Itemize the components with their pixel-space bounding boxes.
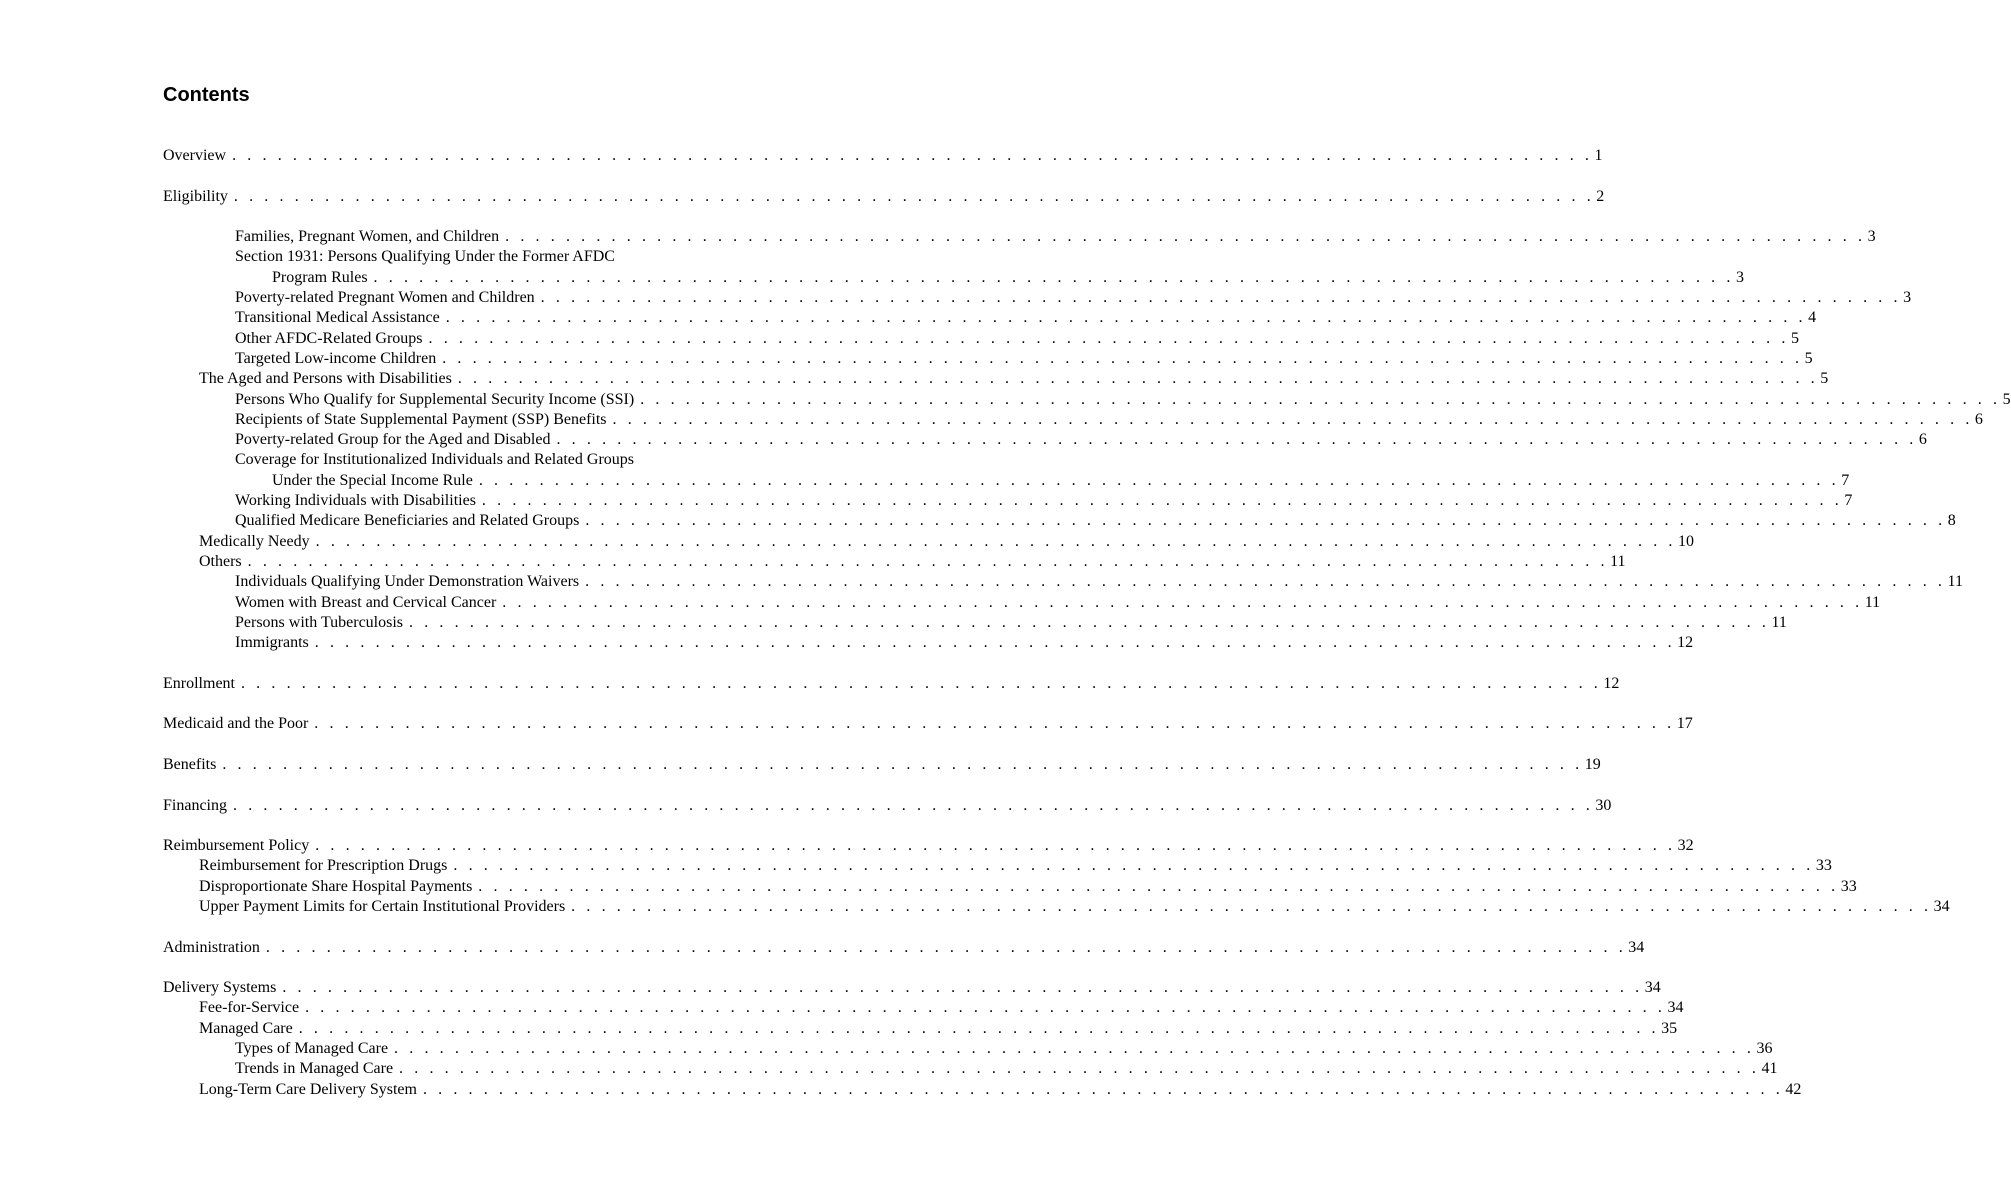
section-gap xyxy=(163,166,758,186)
toc-entry[interactable] xyxy=(163,329,1799,349)
toc-entry[interactable] xyxy=(163,227,1876,247)
toc-entry-label: Enrollment xyxy=(163,674,235,692)
section-gap xyxy=(163,816,758,836)
table-of-contents xyxy=(163,146,2011,1100)
toc-entry-label: The Aged and Persons with Disabilities xyxy=(199,370,452,388)
toc-leader-dots: . . . . . . . . . . . . . . . . . . . . . . . . . . . . . . . . . . . . . . . . . . . . . . . . . . . . . . . . . . . . . . . . . . . . . . . . . . . . . . . . . . . . . . . . . . xyxy=(305,999,1666,1017)
toc-entry[interactable] xyxy=(163,897,1950,917)
toc-page-number: 6 xyxy=(1918,431,1927,449)
toc-entry-label: Recipients of State Supplemental Payment (SSP) Benefits xyxy=(235,410,607,428)
toc-entry-label: Administration xyxy=(163,938,260,956)
toc-leader-dots: . . . . . . . . . . . . . . . . . . . . . . . . . . . . . . . . . . . . . . . . . . . . . . . . . . . . . . . . . . . . . . . . . . . . . . . . . . . . . . . . . . . . . . . . . . xyxy=(428,329,1789,347)
toc-page-number: 2 xyxy=(1596,187,1605,205)
toc-entry-label: Reimbursement Policy xyxy=(163,837,310,855)
toc-entry[interactable] xyxy=(163,1019,1678,1039)
toc-page-number: 33 xyxy=(1840,877,1857,895)
toc-entry-label: Eligibility xyxy=(163,187,228,205)
toc-entry[interactable] xyxy=(163,938,1645,958)
section-gap xyxy=(163,207,758,227)
toc-page-number: 42 xyxy=(1785,1080,1802,1098)
toc-leader-dots: . . . . . . . . . . . . . . . . . . . . . . . . . . . . . . . . . . . . . . . . . . . . . . . . . . . . . . . . . . . . . . . . . . . . . . . . . . . . . . . . . . . . . . . . . . xyxy=(442,349,1803,367)
toc-leader-dots: . . . . . . . . . . . . . . . . . . . . . . . . . . . . . . . . . . . . . . . . . . . . . . . . . . . . . . . . . . . . . . . . . . . . . . . . . . . . . . . . . . . . . . . . . . xyxy=(481,492,1843,510)
toc-page-number: 7 xyxy=(1841,471,1850,489)
toc-leader-dots: . . . . . . . . . . . . . . . . . . . . . . . . . . . . . . . . . . . . . . . . . . . . . . . . . . . . . . . . . . . . . . . . . . . . . . . . . . . . . . . . . . . . . . . . . . xyxy=(315,532,1677,550)
toc-entry[interactable] xyxy=(163,471,1850,491)
toc-page-number: 7 xyxy=(1844,492,1853,510)
toc-leader-dots: . . . . . . . . . . . . . . . . . . . . . . . . . . . . . . . . . . . . . . . . . . . . . . . . . . . . . . . . . . . . . . . . . . . . . . . . . . . . . . . . . . . . . . . . . . xyxy=(556,431,1917,449)
toc-entry-label: Benefits xyxy=(163,755,217,773)
toc-page-number: 17 xyxy=(1676,715,1693,733)
section-gap xyxy=(163,958,758,978)
toc-entry-label: Disproportionate Share Hospital Payments xyxy=(199,877,473,895)
toc-page-number: 11 xyxy=(1610,552,1626,570)
toc-entry-label: Program Rules xyxy=(272,268,368,286)
toc-entry[interactable] xyxy=(163,998,1684,1018)
toc-entry[interactable] xyxy=(163,836,1694,856)
page-title: Contents xyxy=(163,84,250,106)
toc-page-number: 30 xyxy=(1595,796,1612,814)
toc-entry[interactable] xyxy=(163,593,1881,613)
toc-leader-dots: . . . . . . . . . . . . . . . . . . . . . . . . . . . . . . . . . . . . . . . . . . . . . . . . . . . . . . . . . . . . . . . . . . . . . . . . . . . . . . . . . . . . . . . . . . xyxy=(247,552,1609,570)
toc-entry[interactable] xyxy=(163,1059,1778,1079)
toc-page-number: 12 xyxy=(1677,634,1694,652)
toc-page-number: 35 xyxy=(1661,1019,1678,1037)
toc-leader-dots: . . . . . . . . . . . . . . . . . . . . . . . . . . . . . . . . . . . . . . . . . . . . . . . . . . . . . . . . . . . . . . . . . . . . . . . . . . . . . . . . . . . . . . . . . . xyxy=(222,755,1583,773)
toc-entry-label: Medically Needy xyxy=(199,532,310,550)
toc-page-number: 34 xyxy=(1933,897,1950,915)
toc-entry-label: Individuals Qualifying Under Demonstration Waivers xyxy=(235,573,580,591)
toc-leader-dots: . . . . . . . . . . . . . . . . . . . . . . . . . . . . . . . . . . . . . . . . . . . . . . . . . . . . . . . . . . . . . . . . . . . . . . . . . . . . . . . . . . . . . . . . . . xyxy=(315,837,1676,855)
toc-entry-label: Women with Breast and Cervical Cancer xyxy=(235,593,497,611)
toc-entry[interactable] xyxy=(163,288,1912,308)
toc-entry-label: Qualified Medicare Beneficiaries and Related Groups xyxy=(235,512,580,530)
toc-entry[interactable] xyxy=(163,268,1744,288)
toc-page-number: 4 xyxy=(1808,309,1817,327)
toc-entry[interactable] xyxy=(163,491,1853,511)
toc-entry-label: Trends in Managed Care xyxy=(235,1060,394,1078)
toc-entry[interactable] xyxy=(163,856,1832,876)
toc-leader-dots: . . . . . . . . . . . . . . . . . . . . . . . . . . . . . . . . . . . . . . . . . . . . . . . . . . . . . . . . . . . . . . . . . . . . . . . . . . . . . . . . . . . . . . . . . . xyxy=(585,573,1946,591)
toc-entry-label: Working Individuals with Disabilities xyxy=(235,492,476,510)
toc-page-number: 34 xyxy=(1628,938,1645,956)
toc-entry[interactable] xyxy=(163,877,1857,897)
toc-entry[interactable] xyxy=(163,532,1695,552)
toc-entry[interactable] xyxy=(163,349,1813,369)
toc-entry-label: Upper Payment Limits for Certain Institutional Providers xyxy=(199,897,566,915)
toc-entry-label: Medicaid and the Poor xyxy=(163,715,309,733)
section-gap xyxy=(163,653,758,673)
toc-entry-label: Managed Care xyxy=(199,1019,293,1037)
toc-entry-label: Families, Pregnant Women, and Children xyxy=(235,228,500,246)
toc-page-number: 32 xyxy=(1677,837,1694,855)
toc-entry[interactable] xyxy=(163,552,1626,572)
toc-leader-dots: . . . . . . . . . . . . . . . . . . . . . . . . . . . . . . . . . . . . . . . . . . . . . . . . . . . . . . . . . . . . . . . . . . . . . . . . . . . . . . . . . . . . . . . . . . xyxy=(282,979,1643,997)
toc-entry[interactable] xyxy=(163,1080,1802,1100)
toc-page-number: 34 xyxy=(1667,999,1684,1017)
toc-page-number: 36 xyxy=(1756,1040,1773,1058)
toc-entry-label: Long-Term Care Delivery System xyxy=(199,1080,417,1098)
toc-leader-dots: . . . . . . . . . . . . . . . . . . . . . . . . . . . . . . . . . . . . . . . . . . . . . . . . . . . . . . . . . . . . . . . . . . . . . . . . . . . . . . . . . . . . . . . . . . xyxy=(265,938,1627,956)
toc-entry-label: Under the Special Income Rule xyxy=(272,471,473,489)
toc-page-number: 5 xyxy=(1804,349,1813,367)
toc-leader-dots: . . . . . . . . . . . . . . . . . . . . . . . . . . . . . . . . . . . . . . . . . . . . . . . . . . . . . . . . . . . . . . . . . . . . . . . . . . . . . . . . . . . . . . . . . . xyxy=(505,228,1866,246)
toc-leader-dots: . . . . . . . . . . . . . . . . . . . . . . . . . . . . . . . . . . . . . . . . . . . . . . . . . . . . . . . . . . . . . . . . . . . . . . . . . . . . . . . . . . . . . . . . . . xyxy=(478,877,1839,895)
toc-entry[interactable] xyxy=(163,430,1927,450)
toc-leader-dots: . . . . . . . . . . . . . . . . . . . . . . . . . . . . . . . . . . . . . . . . . . . . . . . . . . . . . . . . . . . . . . . . . . . . . . . . . . . . . . . . . . . . . . . . . . xyxy=(502,593,1863,611)
toc-leader-dots: . . . . . . . . . . . . . . . . . . . . . . . . . . . . . . . . . . . . . . . . . . . . . . . . . . . . . . . . . . . . . . . . . . . . . . . . . . . . . . . . . . . . . . . . . . xyxy=(445,309,1807,327)
toc-entry[interactable] xyxy=(163,450,758,470)
toc-page-number: 3 xyxy=(1867,228,1876,246)
toc-entry[interactable] xyxy=(163,308,1817,328)
toc-page-number: 8 xyxy=(1947,512,1956,530)
toc-entry-label: Delivery Systems xyxy=(163,979,277,997)
toc-entry-label: Reimbursement for Prescription Drugs xyxy=(199,857,448,875)
toc-entry-label: Persons Who Qualify for Supplemental Security Income (SSI) xyxy=(235,390,635,408)
toc-entry-label: Section 1931: Persons Qualifying Under the Former AFDC xyxy=(235,248,615,266)
toc-page-number: 5 xyxy=(2002,390,2011,408)
toc-entry[interactable] xyxy=(163,410,1983,430)
toc-entry[interactable] xyxy=(163,796,1612,816)
section-gap xyxy=(163,694,758,714)
toc-leader-dots: . . . . . . . . . . . . . . . . . . . . . . . . . . . . . . . . . . . . . . . . . . . . . . . . . . . . . . . . . . . . . . . . . . . . . . . . . . . . . . . . . . . . . . . . . . xyxy=(298,1019,1660,1037)
toc-entry-label: Coverage for Institutionalized Individuals and Related Groups xyxy=(235,451,635,469)
toc-page-number: 1 xyxy=(1594,147,1603,164)
toc-leader-dots: . . . . . . . . . . . . . . . . . . . . . . . . . . . . . . . . . . . . . . . . . . . . . . . . . . . . . . . . . . . . . . . . . . . . . . . . . . . . . . . . . . . . . . . . . . xyxy=(571,897,1932,915)
toc-entry[interactable] xyxy=(163,390,2011,410)
toc-entry[interactable] xyxy=(163,511,1956,531)
toc-leader-dots: . . . . . . . . . . . . . . . . . . . . . . . . . . . . . . . . . . . . . . . . . . . . . . . . . . . . . . . . . . . . . . . . . . . . . . . . . . . . . . . . . . . . . . . . . . xyxy=(540,289,1902,307)
toc-entry-label: Transitional Medical Assistance xyxy=(235,309,440,327)
toc-leader-dots: . . . . . . . . . . . . . . . . . . . . . . . . . . . . . . . . . . . . . . . . . . . . . . . . . . . . . . . . . . . . . . . . . . . . . . . . . . . . . . . . . . . . . . . . . . xyxy=(478,471,1840,489)
toc-entry-label: Immigrants xyxy=(235,634,309,652)
toc-entry[interactable] xyxy=(163,613,1787,633)
toc-leader-dots: . . . . . . . . . . . . . . . . . . . . . . . . . . . . . . . . . . . . . . . . . . . . . . . . . . . . . . . . . . . . . . . . . . . . . . . . . . . . . . . . . . . . . . . . . . xyxy=(394,1040,1755,1058)
toc-leader-dots: . . . . . . . . . . . . . . . . . . . . . . . . . . . . . . . . . . . . . . . . . . . . . . . . . . . . . . . . . . . . . . . . . . . . . . . . . . . . . . . . . . . . . . . . . . xyxy=(585,512,1946,530)
toc-entry[interactable] xyxy=(163,714,1693,734)
toc-leader-dots: . . . . . . . . . . . . . . . . . . . . . . . . . . . . . . . . . . . . . . . . . . . . . . . . . . . . . . . . . . . . . . . . . . . . . . . . . . . . . . . . . . . . . . . . . . xyxy=(422,1080,1784,1098)
toc-entry[interactable] xyxy=(163,674,1620,694)
toc-entry-label: Targeted Low-income Children xyxy=(235,349,437,367)
toc-entry[interactable] xyxy=(163,755,1601,775)
section-gap xyxy=(163,775,758,795)
toc-leader-dots: . . . . . . . . . . . . . . . . . . . . . . . . . . . . . . . . . . . . . . . . . . . . . . . . . . . . . . . . . . . . . . . . . . . . . . . . . . . . . . . . . . . . . . . . . . xyxy=(453,857,1814,875)
toc-page-number: 11 xyxy=(1771,613,1787,631)
toc-entry-label: Financing xyxy=(163,796,227,814)
toc-page-number: 12 xyxy=(1603,674,1620,692)
toc-entry-label: Fee-for-Service xyxy=(199,999,300,1017)
toc-leader-dots: . . . . . . . . . . . . . . . . . . . . . . . . . . . . . . . . . . . . . . . . . . . . . . . . . . . . . . . . . . . . . . . . . . . . . . . . . . . . . . . . . . . . . . . . . . xyxy=(640,390,2001,408)
toc-page-number: 33 xyxy=(1815,857,1832,875)
toc-page-number: 11 xyxy=(1864,593,1881,611)
toc-entry-label: Others xyxy=(199,552,242,570)
toc-page-number: 10 xyxy=(1678,532,1695,550)
toc-entry[interactable] xyxy=(163,572,1963,592)
toc-page-number: 5 xyxy=(1790,329,1799,347)
toc-entry[interactable] xyxy=(163,187,1605,207)
toc-page-number: 6 xyxy=(1974,410,1983,428)
toc-leader-dots: . . . . . . . . . . . . . . . . . . . . . . . . . . . . . . . . . . . . . . . . . . . . . . . . . . . . . . . . . . . . . . . . . . . . . . . . . . . . . . . . . . . . . . . . . . xyxy=(232,147,1593,164)
toc-entry[interactable] xyxy=(163,247,758,267)
toc-leader-dots: . . . . . . . . . . . . . . . . . . . . . . . . . . . . . . . . . . . . . . . . . . . . . . . . . . . . . . . . . . . . . . . . . . . . . . . . . . . . . . . . . . . . . . . . . . xyxy=(233,187,1595,205)
toc-entry-label: Other AFDC-Related Groups xyxy=(235,329,423,347)
toc-entry-label: Types of Managed Care xyxy=(235,1040,389,1058)
toc-leader-dots: . . . . . . . . . . . . . . . . . . . . . . . . . . . . . . . . . . . . . . . . . . . . . . . . . . . . . . . . . . . . . . . . . . . . . . . . . . . . . . . . . . . . . . . . . . xyxy=(373,268,1734,286)
toc-leader-dots: . . . . . . . . . . . . . . . . . . . . . . . . . . . . . . . . . . . . . . . . . . . . . . . . . . . . . . . . . . . . . . . . . . . . . . . . . . . . . . . . . . . . . . . . . . xyxy=(457,370,1819,388)
toc-entry-label: Poverty-related Pregnant Women and Children xyxy=(235,289,535,307)
toc-leader-dots: . . . . . . . . . . . . . . . . . . . . . . . . . . . . . . . . . . . . . . . . . . . . . . . . . . . . . . . . . . . . . . . . . . . . . . . . . . . . . . . . . . . . . . . . . . xyxy=(314,715,1675,733)
toc-entry[interactable] xyxy=(163,146,1603,166)
toc-leader-dots: . . . . . . . . . . . . . . . . . . . . . . . . . . . . . . . . . . . . . . . . . . . . . . . . . . . . . . . . . . . . . . . . . . . . . . . . . . . . . . . . . . . . . . . . . . xyxy=(399,1060,1760,1078)
toc-leader-dots: . . . . . . . . . . . . . . . . . . . . . . . . . . . . . . . . . . . . . . . . . . . . . . . . . . . . . . . . . . . . . . . . . . . . . . . . . . . . . . . . . . . . . . . . . . xyxy=(233,796,1594,814)
toc-entry[interactable] xyxy=(163,633,1694,653)
toc-page-number: 5 xyxy=(1820,370,1829,388)
toc-entry-label: Poverty-related Group for the Aged and Disabled xyxy=(235,431,551,449)
toc-entry-label: Persons with Tuberculosis xyxy=(235,613,404,631)
toc-entry-label: Overview xyxy=(163,147,227,164)
toc-leader-dots: . . . . . . . . . . . . . . . . . . . . . . . . . . . . . . . . . . . . . . . . . . . . . . . . . . . . . . . . . . . . . . . . . . . . . . . . . . . . . . . . . . . . . . . . . . xyxy=(409,613,1770,631)
toc-leader-dots: . . . . . . . . . . . . . . . . . . . . . . . . . . . . . . . . . . . . . . . . . . . . . . . . . . . . . . . . . . . . . . . . . . . . . . . . . . . . . . . . . . . . . . . . . . xyxy=(314,634,1676,652)
toc-entry[interactable] xyxy=(163,978,1661,998)
toc-page-number: 34 xyxy=(1644,979,1661,997)
toc-entry[interactable] xyxy=(163,1039,1773,1059)
toc-page-number: 41 xyxy=(1761,1060,1778,1078)
toc-page-number: 11 xyxy=(1947,573,1963,591)
toc-entry[interactable] xyxy=(163,369,1829,389)
section-gap xyxy=(163,735,758,755)
toc-page-number: 3 xyxy=(1903,289,1912,307)
toc-page-number: 19 xyxy=(1584,755,1601,773)
section-gap xyxy=(163,917,758,937)
toc-leader-dots: . . . . . . . . . . . . . . . . . . . . . . . . . . . . . . . . . . . . . . . . . . . . . . . . . . . . . . . . . . . . . . . . . . . . . . . . . . . . . . . . . . . . . . . . . . xyxy=(612,410,1973,428)
toc-leader-dots: . . . . . . . . . . . . . . . . . . . . . . . . . . . . . . . . . . . . . . . . . . . . . . . . . . . . . . . . . . . . . . . . . . . . . . . . . . . . . . . . . . . . . . . . . . xyxy=(240,674,1602,692)
toc-page-number: 3 xyxy=(1735,268,1744,286)
